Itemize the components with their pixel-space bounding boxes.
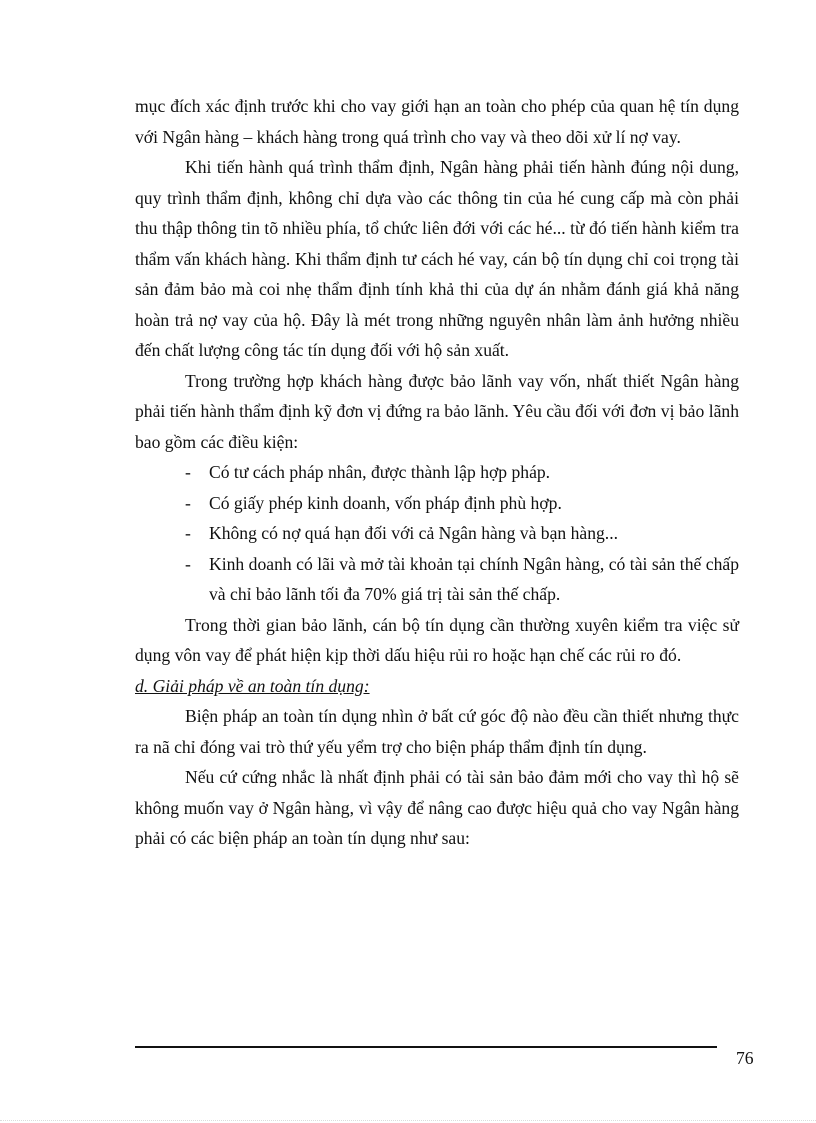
list-item-text: Có giấy phép kinh doanh, vốn pháp định phù hợp. xyxy=(209,492,562,513)
list-item xyxy=(135,518,739,549)
paragraph-monitoring: Trong thời gian bảo lãnh, cán bộ tín dụng cần thường xuyên kiểm tra việc sử dụng vôn vay để phát hiện kịp thời dấu hiệu rủi ro hoặc hạn chế các rủi ro đó. xyxy=(135,614,739,665)
page-body xyxy=(135,91,739,854)
page-edge-divider xyxy=(0,1120,816,1121)
list-item xyxy=(135,488,739,519)
list-item-text: Có tư cách pháp nhân, được thành lập hợp pháp. xyxy=(209,462,551,482)
footer-rule xyxy=(135,1046,717,1048)
guarantee-conditions-list xyxy=(135,457,739,610)
paragraph-safety-measures: Biện pháp an toàn tín dụng nhìn ở bất cứ góc độ nào đều cần thiết nhưng thực ra nã chỉ đóng vai trò thứ yếu yểm trợ cho biện pháp thẩm định tín dụng. xyxy=(135,706,739,757)
paragraph-guarantee: Trong trường hợp khách hàng được bảo lãnh vay vốn, nhất thiết Ngân hàng phải tiến hành thẩm định kỹ đơn vị đứng ra bảo lãnh. Yêu cầu đối với đơn vị bảo lãnh bao gồm các điều kiện: xyxy=(135,370,739,452)
page-number: 76 xyxy=(736,1048,754,1068)
list-item xyxy=(135,549,739,610)
list-dash: - xyxy=(185,492,191,513)
list-item-text: Không có nợ quá hạn đối với cả Ngân hàng và bạn hàng... xyxy=(209,523,618,543)
list-dash: - xyxy=(185,553,191,574)
list-dash: - xyxy=(185,462,191,482)
paragraph-continuation: mục đích xác định trước khi cho vay giới hạn an toàn cho phép của quan hệ tín dụng với Ngân hàng – khách hàng trong quá trình cho vay và theo dõi xử lí nợ vay. xyxy=(135,96,739,147)
section-heading: d. Giải pháp về an toàn tín dụng: xyxy=(135,675,370,696)
paragraph-appraisal: Khi tiến hành quá trình thẩm định, Ngân hàng phải tiến hành đúng nội dung, quy trình thẩm định, không chỉ dựa vào các thông tin của hé cung cấp mà còn phải thu thập thông tin tõ nhiều phía, tổ chức liên đới với các hé... từ đó tiến hành kiểm tra thẩm vấn khách hàng. Khi thẩm định tư cách hé vay, cán bộ tín dụng chỉ coi trọng tài sản đảm bảo mà coi nhẹ thẩm định tính khả thi của dự án nhằm đánh giá khả năng hoàn trả nợ vay của hộ. Đây là mét trong những nguyên nhân làm ảnh hưởng nhiều đến chất lượng công tác tín dụng đối với hộ sản xuất. xyxy=(135,157,739,360)
list-dash: - xyxy=(185,523,191,543)
list-item xyxy=(135,457,739,488)
paragraph-collateral: Nếu cứ cứng nhắc là nhất định phải có tài sản bảo đảm mới cho vay thì hộ sẽ không muốn vay ở Ngân hàng, vì vậy để nâng cao được hiệu quả cho vay Ngân hàng phải có các biện pháp an toàn tín dụng như sau: xyxy=(135,767,739,848)
list-item-text: Kinh doanh có lãi và mở tài khoản tại chính Ngân hàng, có tài sản thế chấp và chỉ bảo lãnh tối đa 70% giá trị tài sản thế chấp. xyxy=(209,553,739,604)
